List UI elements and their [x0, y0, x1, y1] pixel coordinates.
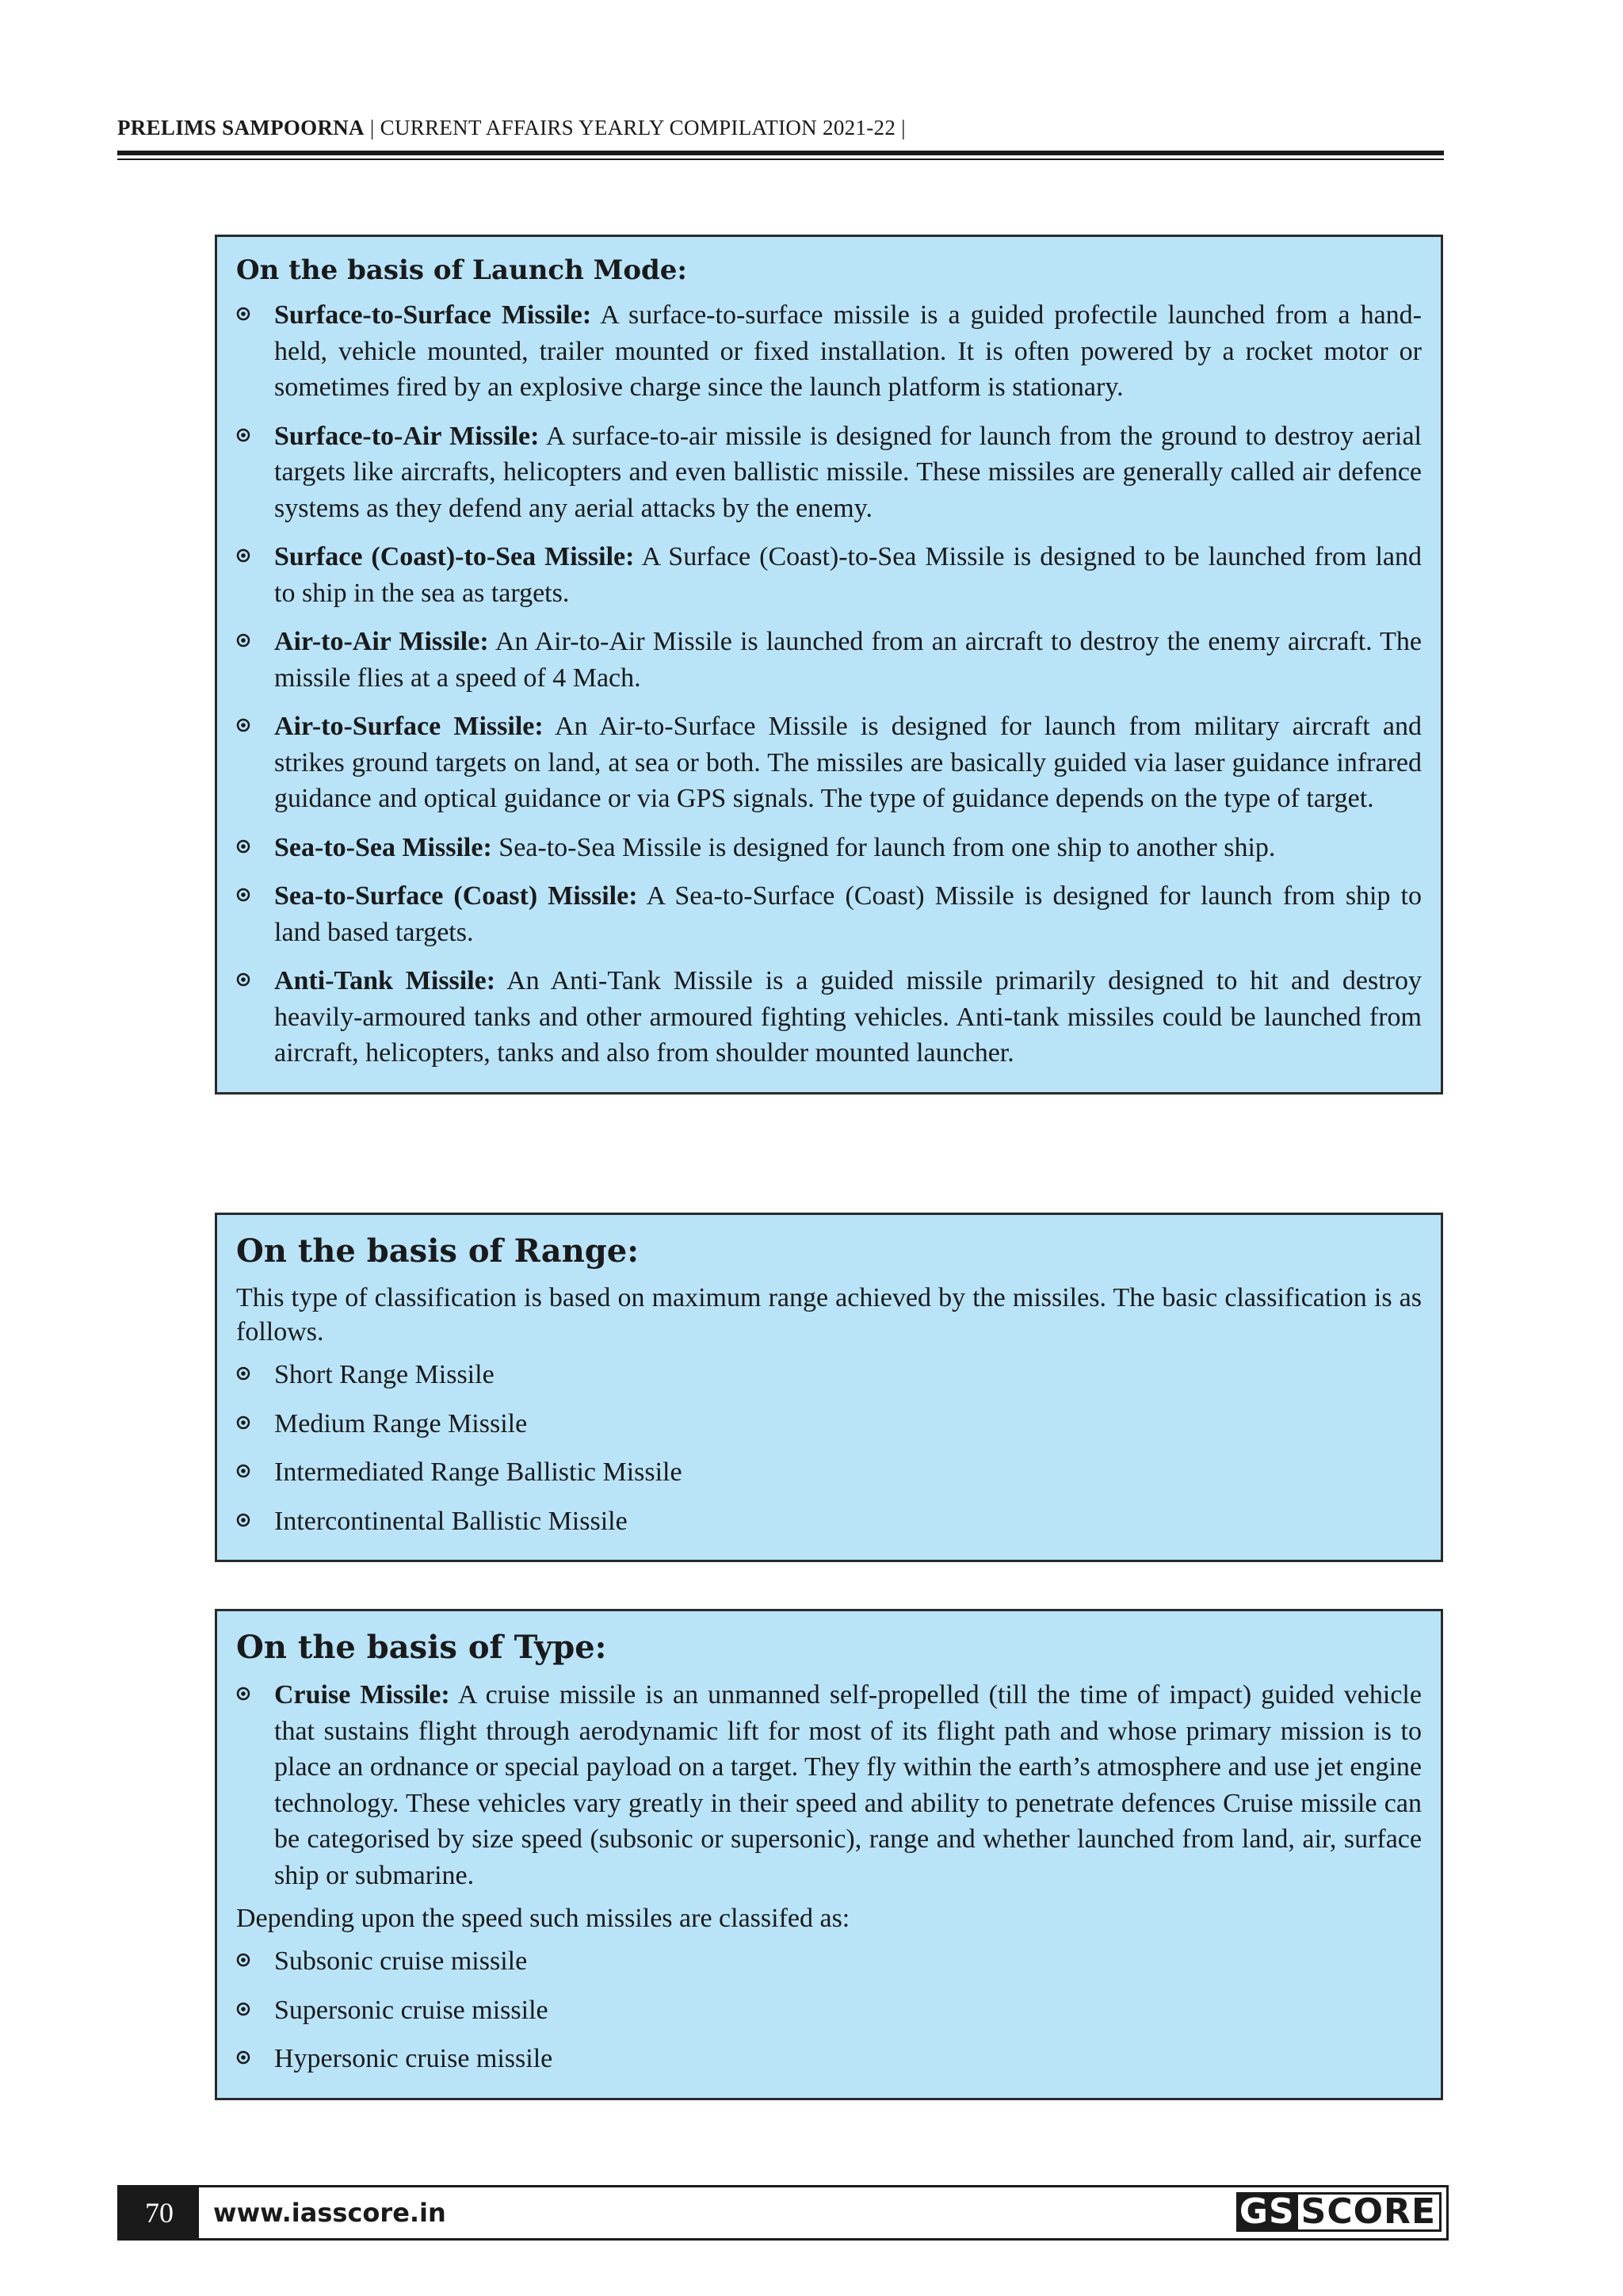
header-rule — [117, 151, 1444, 155]
item-text: Intermediated Range Ballistic Missile — [274, 1457, 682, 1487]
bullet-icon — [236, 1464, 250, 1478]
bullet-icon — [236, 633, 250, 648]
header-compilation-title: | CURRENT AFFAIRS YEARLY COMPILATION 2021-22 | — [364, 116, 906, 139]
item-text: A cruise missile is an unmanned self-propelled (till the time of impact) guided vehicle that sustains flight through aerodynamic lift for most of its flight path and whose primary mission is to place an ordnance or special payload on a target. They fly within the earth’s atmosphere and use jet engine technology. These vehicles vary greatly in their speed and ability to penetrate defences Cruise missile can be categorised by size speed (subsonic or supersonic), range and whether launched from land, air, surface ship or submarine. — [274, 1680, 1422, 1890]
bullet-icon — [236, 1415, 250, 1430]
item-text: A surface-to-surface missile is a guided profectile launched from a hand-held, vehicle mounted, trailer mounted or fixed installation. It is often powered by a rocket motor or sometimes fired by an explosive charge since the launch platform is stationary. — [274, 300, 1422, 402]
item-text: A surface-to-air missile is designed for launch from the ground to destroy aerial targets like aircrafts, helicopters and even ballistic missile. These missiles are generally called air defence systems as they defend any aerial attacks by the enemy. — [274, 421, 1422, 523]
range-intro: This type of classification is based on maximum range achieved by the missiles. The basic classification is as follows. — [236, 1283, 1422, 1347]
item-text: An Air-to-Air Missile is launched from an aircraft to destroy the enemy aircraft. The missile flies at a speed of 4 Mach. — [274, 627, 1422, 693]
list-item — [236, 2041, 1422, 2077]
page-footer — [117, 2185, 1449, 2241]
bullet-icon — [236, 307, 250, 321]
bullet-icon — [236, 2050, 250, 2065]
bullet-icon — [236, 839, 250, 854]
logo-score: SCORE — [1298, 2192, 1442, 2232]
item-text: Hypersonic cruise missile — [274, 2044, 553, 2073]
launch-mode-title: On the basis of Launch Mode: — [236, 254, 687, 286]
list-item — [236, 1406, 1422, 1442]
website-link[interactable]: www.iasscore.in — [213, 2198, 446, 2228]
list-item — [236, 963, 1422, 1072]
list-item — [236, 1454, 1422, 1491]
item-text: Short Range Missile — [274, 1360, 495, 1389]
running-header — [117, 116, 1444, 140]
item-term: Sea-to-Surface (Coast) Missile: — [274, 881, 638, 911]
bullet-icon — [236, 1953, 250, 1967]
gsscore-logo — [1236, 2192, 1442, 2232]
list-item — [236, 418, 1422, 527]
range-box — [215, 1213, 1443, 1562]
header-series-title: PRELIMS SAMPOORNA — [117, 116, 365, 139]
bullet-icon — [236, 972, 250, 987]
item-text: A Surface (Coast)-to-Sea Missile is designed to be launched from land to ship in the sea as targets. — [274, 542, 1423, 608]
item-text: Subsonic cruise missile — [274, 1946, 528, 1976]
list-item — [236, 297, 1422, 406]
item-term: Surface (Coast)-to-Sea Missile: — [274, 542, 635, 571]
item-term: Air-to-Surface Missile: — [274, 712, 544, 741]
page-number: 70 — [120, 2187, 199, 2238]
range-title: On the basis of Range: — [236, 1232, 639, 1270]
item-text: Supersonic cruise missile — [274, 1995, 548, 2025]
item-term: Surface-to-Surface Missile: — [274, 300, 592, 330]
list-item — [236, 624, 1422, 696]
speed-list — [236, 1943, 1422, 2077]
item-text: A Sea-to-Surface (Coast) Missile is designed for launch from ship to land based targets. — [274, 881, 1422, 947]
bullet-icon — [236, 428, 250, 442]
launch-mode-list — [236, 297, 1422, 1072]
item-text: An Air-to-Surface Missile is designed for launch from military aircraft and strikes ground targets on land, at sea or both. The missiles are basically guided via laser guidance infrared guidance and optical guidance or via GPS signals. The type of guidance depends on the type of target. — [274, 712, 1422, 813]
logo-gs: GS — [1236, 2192, 1298, 2232]
item-term: Surface-to-Air Missile: — [274, 421, 540, 451]
range-list — [236, 1357, 1422, 1539]
list-item — [236, 878, 1422, 950]
list-item — [236, 830, 1422, 866]
list-item — [236, 1503, 1422, 1540]
item-text: An Anti-Tank Missile is a guided missile primarily designed to hit and destroy heavily-armoured tanks and other armoured fighting vehicles. Anti-tank missiles could be launched from aircraft, helicopters, tanks and also from shoulder mounted launcher. — [274, 966, 1422, 1068]
type-title: On the basis of Type: — [236, 1629, 607, 1666]
item-term: Cruise Missile: — [274, 1680, 450, 1710]
item-term: Anti-Tank Missile: — [274, 966, 496, 995]
item-text: Sea-to-Sea Missile is designed for launch from one ship to another ship. — [491, 832, 1276, 862]
item-term: Air-to-Air Missile: — [274, 627, 489, 656]
list-item — [236, 1943, 1422, 1980]
list-item — [236, 1357, 1422, 1393]
speed-intro: Depending upon the speed such missiles are classifed as: — [236, 1904, 850, 1933]
list-item — [236, 709, 1422, 817]
item-text: Medium Range Missile — [274, 1408, 528, 1438]
bullet-icon — [236, 1513, 250, 1527]
bullet-icon — [236, 718, 250, 732]
list-item — [236, 539, 1422, 611]
bullet-icon — [236, 2002, 250, 2016]
launch-mode-box — [215, 235, 1443, 1095]
bullet-icon — [236, 888, 250, 902]
header-rule-thin — [117, 159, 1444, 160]
bullet-icon — [236, 1687, 250, 1701]
list-item — [236, 1677, 1422, 1893]
type-list — [236, 1677, 1422, 1893]
bullet-icon — [236, 1366, 250, 1381]
item-term: Sea-to-Sea Missile: — [274, 832, 492, 862]
list-item — [236, 1992, 1422, 2029]
item-text: Intercontinental Ballistic Missile — [274, 1506, 628, 1536]
bullet-icon — [236, 548, 250, 563]
type-box — [215, 1609, 1443, 2100]
